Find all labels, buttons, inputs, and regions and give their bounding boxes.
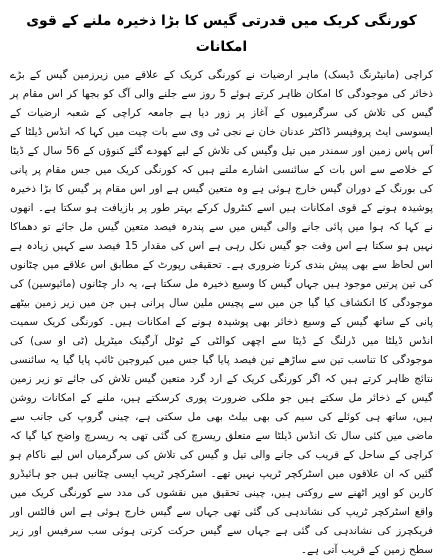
article-body: کراچی (مانیٹرنگ ڈیسک) ماہر ارضیات نے کورنگی کریک کے علاقے میں زیرزمین گیس کے بڑے ذخائر کی موجودگی کا امکان ظاہر کرتے ہوئے 5 روز سے جلنے والی آگ کو بجھا کر اس مقام پر گیس کی تلاش کی سرگرمیوں کے آغاز پر زور دیا ہے جامعہ کراچی کے شعبہ ارضیات کے ایسوسی ایٹ پروفیسر ڈاکٹر عدنان خان نے نجی ٹی وی سے بات چیت میں کہا کہ انڈس ڈیلٹا کے آس پاس زمین اور سمندر میں تیل وگیس کی تلاش کے لیے کھودے گئے کنوؤں کے 56 سال کے ڈیٹا کے خلاصے سے اس بات کے سائنسی اشارے ملتے ہیں کہ کورنگی کریک میں جس مقام پر پانی کی بورنگ کے دوران گیس خارج ہوئی ہے وہ متعین گیس ہے اور اس مقام پر گیس کا بڑا ذخیرہ پوشیدہ ہونے کے قوی امکانات ہیں اسے کنٹرول کرکے بہتر طور پر بازیافت ہو سکتا ہے۔ انھوں نے کہا کہ ہوا میں پائی جانے والی گیس میں سے پندرہ فیصد متعین گیس مل جائے تو دھماکا نہیں ہو سکتا ہے اس وقت جو گیس نکل رہی ہے اس کی مقدار 15 فیصد سے کہیں زیادہ ہے اس لحاظ سے بھی پیش بندی کرنا ضروری ہے۔ تحقیقی رپورٹ کے مطابق اس علاقے میں چٹانوں کی تین پرتیں موجود ہیں جہاں گیس کا وسیع ذخیرہ مل سکتا ہے، یہ دار چٹانوں (مائیوسین) کی موجودگی کا انکشاف کیا گیا جن میں سے پچیس ملین سال پرانی ہیں جن میں زیر زمین بیٹھے پانی کے ساتھ گیس کے وسیع ذخائر بھی پوشیدہ ہونے کے امکانات ہیں۔ کورنگی کریک سمیت انڈس ڈیلٹا میں ڈرلنگ کے ڈیٹا سے اچھی کوالٹی کے ٹوٹل آرگینک میٹریل (ٹی او سی) کی موجودگی کا تناسب تین سے ساڑھے تین فیصد پایا گیا جس میں کیروجین ٹائپ پایا گیا یہ سائنسی نتائج ظاہر کرتے ہیں کہ اگر کورنگی کریک کے ارد گرد متعین گیس تلاش کی جائے تو زیر زمین گیس کے ذخائر مل سکتے ہیں جو ملکی ضرورت پوری کرسکتے ہیں، ملنے کے امکانات روشن ہیں، ساتھ ہی کوئلے کی سیم کی بھی بیلٹ بھی مل سکتی ہے، چینی گروپ کی جانب سے ماضی میں کئی سال تک انڈس ڈیلٹا سے متعلق ریسرچ کی گئی تھی یہ ریسرچ واضح کیا گیا کہ کراچی کے ساحل کے قریب کی جانے والی تیل و گیس کی تلاش کی سرگرمیاں اس لیے ناکام ہو گئیں کہ ان علاقوں میں اسٹرکچر ٹریپ نہیں تھے۔ اسٹرکچر ٹریپ ایسی چٹانیں ہیں جو ہائیڈرو کاربن کو اوپر اٹھنے سے روکتی ہیں، چینی تحقیق میں نقشوں کی مدد سے کورنگی کریک میں واقع اسٹرکچر ٹریپ کی نشاندہی کی گئی تھی جہاں سے گیس خارج ہوئی ہے اس فالٹس اور فریکچرز کی نشاندہی کی گئی ہے جہاں سے گیس حرکت کرتی ہوئی سب سرفیس اور زیر سطح زمین کے قریب آتی ہے۔ xyxy=(10,69,433,556)
article-headline: کورنگی کریک میں قدرتی گیس کا بڑا ذخیرہ ملنے کے قوی امکانات xyxy=(26,13,417,55)
